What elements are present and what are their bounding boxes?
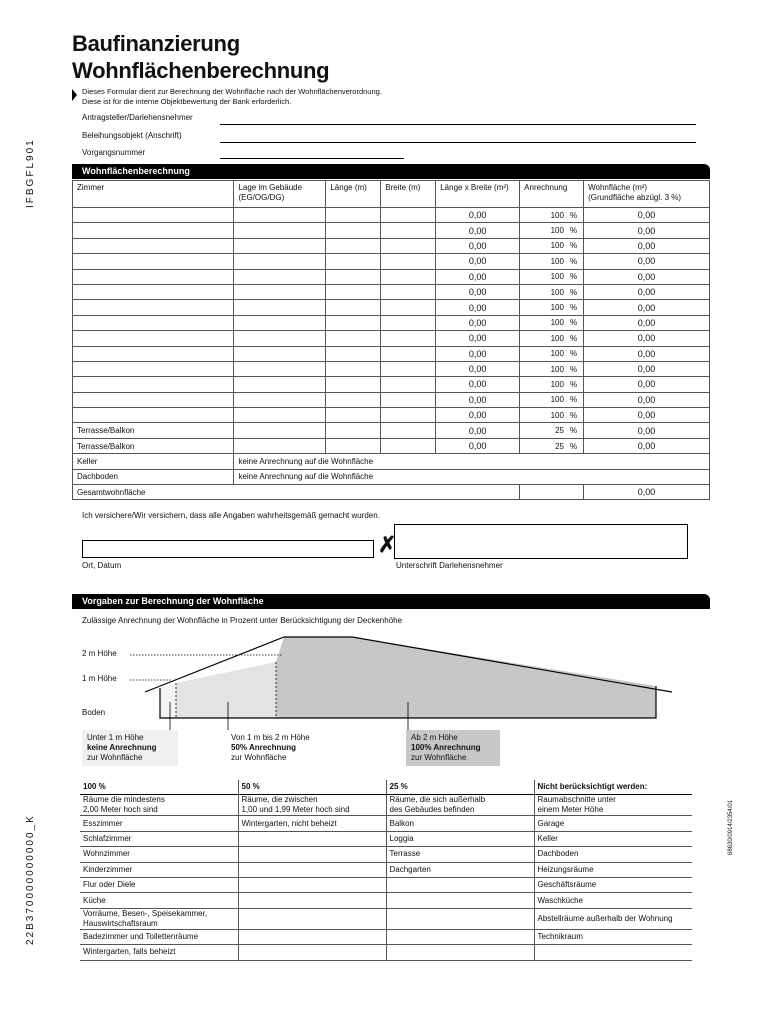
- percent-sign: %: [569, 441, 578, 451]
- room-cell[interactable]: [73, 361, 234, 376]
- area-cell: 0,00: [436, 408, 520, 423]
- rules-header-row: [80, 780, 692, 795]
- percent-sign: %: [569, 426, 578, 436]
- room-cell[interactable]: Terrasse/Balkon: [73, 438, 234, 453]
- living-cell: 0,00: [584, 331, 710, 346]
- length-cell[interactable]: [326, 438, 381, 453]
- rules-subtitle: Zulässige Anrechnung der Wohnfläche in Prozent unter Berücksichtigung der Deckenhöhe: [82, 616, 403, 625]
- rules-header-cell: 25 %: [386, 780, 534, 795]
- table-row: [73, 223, 710, 238]
- room-cell[interactable]: [73, 269, 234, 284]
- width-cell[interactable]: [381, 408, 436, 423]
- rules-cell: [238, 877, 386, 892]
- width-cell[interactable]: [381, 423, 436, 438]
- rules-cell: Küche: [80, 893, 238, 908]
- percent-sign: %: [569, 395, 578, 405]
- rules-cell: Keller: [534, 831, 692, 846]
- rules-row: [80, 816, 692, 831]
- room-cell[interactable]: [73, 208, 234, 223]
- rate-cell: [520, 254, 584, 269]
- rules-row: [80, 847, 692, 862]
- living-cell: 0,00: [584, 377, 710, 392]
- rules-cell: [386, 893, 534, 908]
- table-row: [73, 438, 710, 453]
- total-row: [73, 485, 710, 500]
- zone-none-l3: zur Wohnfläche: [87, 753, 143, 762]
- rate-value: 100: [550, 364, 564, 374]
- area-cell: 0,00: [436, 315, 520, 330]
- rules-cell: Loggia: [386, 831, 534, 846]
- rules-cell: Flur oder Diele: [80, 877, 238, 892]
- location-cell[interactable]: [234, 315, 326, 330]
- signature-field[interactable]: [394, 524, 688, 559]
- rate-cell: [520, 361, 584, 376]
- width-cell[interactable]: [381, 238, 436, 253]
- rate-value: 100: [550, 379, 564, 389]
- col-area-header: Länge x Breite (m²): [436, 181, 520, 208]
- rate-value: 25: [555, 441, 564, 451]
- table-row: [73, 284, 710, 299]
- place-date-field[interactable]: [82, 540, 374, 558]
- area-cell: 0,00: [436, 423, 520, 438]
- living-cell: 0,00: [584, 438, 710, 453]
- rules-cell: Wohnzimmer: [80, 847, 238, 862]
- table-row: [73, 392, 710, 407]
- rate-cell: [520, 315, 584, 330]
- zone-100-fill: [276, 637, 656, 718]
- percent-sign: %: [569, 241, 578, 251]
- location-cell[interactable]: [234, 438, 326, 453]
- room-cell[interactable]: [73, 377, 234, 392]
- location-cell[interactable]: [234, 284, 326, 299]
- percent-sign: %: [569, 210, 578, 220]
- rules-cell: Räume, die sich außerhalb des Gebäudes befinden: [386, 795, 534, 816]
- table-row: [73, 238, 710, 253]
- zone-50-l1: Von 1 m bis 2 m Höhe: [231, 733, 310, 742]
- col-living-header: Wohnfläche (m²) (Grundfläche abzügl. 3 %): [584, 181, 710, 208]
- table-row: [73, 346, 710, 361]
- rate-cell: [520, 392, 584, 407]
- percent-sign: %: [569, 333, 578, 343]
- col-room-header: Zimmer: [73, 181, 234, 208]
- location-cell[interactable]: [234, 208, 326, 223]
- room-cell[interactable]: Terrasse/Balkon: [73, 423, 234, 438]
- width-cell[interactable]: [381, 392, 436, 407]
- length-cell[interactable]: [326, 423, 381, 438]
- width-cell[interactable]: [381, 254, 436, 269]
- label-floor: Boden: [82, 708, 106, 717]
- length-cell[interactable]: [326, 346, 381, 361]
- label-2m: 2 m Höhe: [82, 649, 117, 658]
- length-cell[interactable]: [326, 284, 381, 299]
- area-cell: 0,00: [436, 223, 520, 238]
- percent-sign: %: [569, 226, 578, 236]
- rate-value: 100: [550, 349, 564, 359]
- width-cell[interactable]: [381, 438, 436, 453]
- percent-sign: %: [569, 349, 578, 359]
- zone-100-l1: Ab 2 m Höhe: [411, 733, 458, 742]
- area-cell: 0,00: [436, 392, 520, 407]
- room-cell: Keller: [73, 454, 234, 469]
- rules-cell: [238, 847, 386, 862]
- rate-value: 100: [550, 241, 564, 251]
- rate-cell: [520, 284, 584, 299]
- rules-cell: Kinderzimmer: [80, 862, 238, 877]
- rules-cell: [386, 929, 534, 944]
- table-row: [73, 377, 710, 392]
- rules-cell: Dachboden: [534, 847, 692, 862]
- rules-cell: [238, 831, 386, 846]
- rules-header-cell: 50 %: [238, 780, 386, 795]
- rate-value: 100: [550, 226, 564, 236]
- rate-value: 100: [550, 303, 564, 313]
- rate-cell: [520, 408, 584, 423]
- living-cell: 0,00: [584, 269, 710, 284]
- total-spacer: [520, 485, 584, 500]
- percent-sign: %: [569, 364, 578, 374]
- case-number-field[interactable]: [220, 158, 404, 159]
- zone-100-caption: [406, 730, 500, 766]
- living-cell: 0,00: [584, 346, 710, 361]
- rate-value: 100: [550, 272, 564, 282]
- length-cell[interactable]: [326, 300, 381, 315]
- location-cell[interactable]: [234, 346, 326, 361]
- area-cell: 0,00: [436, 300, 520, 315]
- col-location-header: Lage im Gebäude (EG/OG/DG): [234, 181, 326, 208]
- rate-cell: [520, 208, 584, 223]
- rules-cell: Räume, die zwischen 1,00 und 1,99 Meter hoch sind: [238, 795, 386, 816]
- rules-cell: Wintergarten, falls beheizt: [80, 945, 238, 960]
- percent-sign: %: [569, 256, 578, 266]
- percent-sign: %: [569, 303, 578, 313]
- living-cell: 0,00: [584, 284, 710, 299]
- width-cell[interactable]: [381, 208, 436, 223]
- percent-sign: %: [569, 287, 578, 297]
- intro-line-1: Dieses Formular dient zur Berechnung der Wohnfläche nach der Wohnflächenverordnung.: [82, 87, 382, 96]
- side-code-right: 68630/0914/2354/01: [728, 799, 734, 855]
- rules-cell: [386, 908, 534, 929]
- room-cell: Dachboden: [73, 469, 234, 484]
- dachboden-row: [73, 469, 710, 484]
- rate-value: 100: [550, 256, 564, 266]
- rules-cell: [238, 929, 386, 944]
- side-code-bottom: 22B370000000000_K: [25, 814, 36, 945]
- rules-cell: [238, 908, 386, 929]
- room-cell[interactable]: [73, 238, 234, 253]
- location-cell[interactable]: [234, 377, 326, 392]
- length-cell[interactable]: [326, 392, 381, 407]
- rate-value: 100: [550, 287, 564, 297]
- applicant-label: Antragsteller/Darlehensnehmer: [82, 113, 193, 122]
- width-cell[interactable]: [381, 377, 436, 392]
- zone-none-fill: [160, 683, 176, 718]
- rules-row: [80, 877, 692, 892]
- living-cell: 0,00: [584, 315, 710, 330]
- location-cell[interactable]: [234, 254, 326, 269]
- length-cell[interactable]: [326, 269, 381, 284]
- zone-50-fill: [176, 662, 276, 718]
- room-cell[interactable]: [73, 315, 234, 330]
- rules-cell: Garage: [534, 816, 692, 831]
- rules-cell: Raumabschnitte unter einem Meter Höhe: [534, 795, 692, 816]
- rules-header-cell: 100 %: [80, 780, 238, 795]
- length-cell[interactable]: [326, 254, 381, 269]
- width-cell[interactable]: [381, 284, 436, 299]
- area-cell: 0,00: [436, 331, 520, 346]
- room-cell[interactable]: [73, 300, 234, 315]
- signature-label: Unterschrift Darlehensnehmer: [396, 561, 503, 570]
- rules-cell: Wintergarten, nicht beheizt: [238, 816, 386, 831]
- area-cell: 0,00: [436, 361, 520, 376]
- living-cell: 0,00: [584, 408, 710, 423]
- table-header-row: [73, 181, 710, 208]
- length-cell[interactable]: [326, 315, 381, 330]
- location-cell[interactable]: [234, 392, 326, 407]
- length-cell[interactable]: [326, 208, 381, 223]
- rules-cell: Esszimmer: [80, 816, 238, 831]
- location-cell[interactable]: [234, 331, 326, 346]
- keller-row: [73, 454, 710, 469]
- width-cell[interactable]: [381, 346, 436, 361]
- percent-sign: %: [569, 272, 578, 282]
- object-field[interactable]: [220, 142, 696, 143]
- length-cell[interactable]: [326, 377, 381, 392]
- table-row: [73, 254, 710, 269]
- table-row: [73, 300, 710, 315]
- width-cell[interactable]: [381, 315, 436, 330]
- label-1m: 1 m Höhe: [82, 674, 117, 683]
- rate-value: 100: [550, 210, 564, 220]
- case-number-label: Vorgangsnummer: [82, 148, 146, 157]
- zone-none-l2: keine Anrechnung: [87, 743, 157, 752]
- rules-header-cell: Nicht berücksichtigt werden:: [534, 780, 692, 795]
- no-credit-note: keine Anrechnung auf die Wohnfläche: [234, 469, 710, 484]
- area-cell: 0,00: [436, 346, 520, 361]
- rate-value: 100: [550, 395, 564, 405]
- room-cell[interactable]: [73, 223, 234, 238]
- room-cell[interactable]: [73, 346, 234, 361]
- rate-cell: [520, 238, 584, 253]
- col-length-header: Länge (m): [326, 181, 381, 208]
- rules-cell: [534, 945, 692, 960]
- rate-cell: [520, 269, 584, 284]
- section-bar-rules: Vorgaben zur Berechnung der Wohnfläche: [72, 594, 710, 609]
- section-bar-calculation: Wohnflächenberechnung: [72, 164, 710, 179]
- intro-text: [82, 87, 382, 106]
- rules-cell: [238, 945, 386, 960]
- rules-cell: [386, 945, 534, 960]
- rules-cell: Dachgarten: [386, 862, 534, 877]
- col-rate-header: Anrechnung: [520, 181, 584, 208]
- zone-none-caption: [82, 730, 178, 766]
- rules-cell: Balkon: [386, 816, 534, 831]
- area-cell: 0,00: [436, 438, 520, 453]
- percent-sign: %: [569, 379, 578, 389]
- table-row: [73, 408, 710, 423]
- rate-cell: [520, 346, 584, 361]
- sign-mark-icon: ✗: [378, 532, 397, 557]
- rules-cell: Terrasse: [386, 847, 534, 862]
- rate-cell: [520, 423, 584, 438]
- rules-row: [80, 831, 692, 846]
- room-cell[interactable]: [73, 408, 234, 423]
- rate-value: 100: [550, 318, 564, 328]
- width-cell[interactable]: [381, 300, 436, 315]
- col-width-header: Breite (m): [381, 181, 436, 208]
- rules-row: [80, 795, 692, 816]
- page-title: [72, 30, 329, 84]
- location-cell[interactable]: [234, 300, 326, 315]
- rules-cell: Räume die mindestens 2,00 Meter hoch sind: [80, 795, 238, 816]
- area-cell: 0,00: [436, 269, 520, 284]
- zone-none-l1: Unter 1 m Höhe: [87, 733, 144, 742]
- rate-cell: [520, 331, 584, 346]
- location-cell[interactable]: [234, 223, 326, 238]
- area-cell: 0,00: [436, 377, 520, 392]
- zone-50-caption: [226, 730, 336, 766]
- rules-cell: Abstellräume außerhalb der Wohnung: [534, 908, 692, 929]
- table-row: [73, 269, 710, 284]
- rules-cell: [386, 877, 534, 892]
- room-cell[interactable]: [73, 254, 234, 269]
- width-cell[interactable]: [381, 331, 436, 346]
- intro-line-2: Diese ist für die interne Objektbewertung der Bank erforderlich.: [82, 96, 292, 106]
- room-cell[interactable]: [73, 284, 234, 299]
- width-cell[interactable]: [381, 361, 436, 376]
- zone-50-l2: 50% Anrechnung: [231, 743, 297, 752]
- percent-sign: %: [569, 410, 578, 420]
- rate-value: 100: [550, 333, 564, 343]
- rules-table: [80, 780, 692, 961]
- length-cell[interactable]: [326, 331, 381, 346]
- living-cell: 0,00: [584, 361, 710, 376]
- rate-value: 25: [555, 426, 564, 436]
- rules-row: [80, 945, 692, 960]
- area-cell: 0,00: [436, 208, 520, 223]
- table-row: [73, 208, 710, 223]
- rules-row: [80, 929, 692, 944]
- length-cell[interactable]: [326, 238, 381, 253]
- rules-row: [80, 908, 692, 929]
- table-row: [73, 315, 710, 330]
- table-row: [73, 423, 710, 438]
- area-cell: 0,00: [436, 284, 520, 299]
- room-cell[interactable]: [73, 331, 234, 346]
- living-cell: 0,00: [584, 392, 710, 407]
- rate-cell: [520, 377, 584, 392]
- area-cell: 0,00: [436, 254, 520, 269]
- object-label: Beleihungsobjekt (Anschrift): [82, 131, 182, 140]
- living-cell: 0,00: [584, 423, 710, 438]
- room-cell[interactable]: [73, 392, 234, 407]
- rules-cell: [238, 862, 386, 877]
- zone-50-l3: zur Wohnfläche: [231, 753, 287, 762]
- zone-100-l2: 100% Anrechnung: [411, 743, 481, 752]
- total-value: 0,00: [584, 485, 710, 500]
- rules-cell: Vorräume, Besen-, Speisekammer, Hauswirtschaftsraum: [80, 908, 238, 929]
- rules-cell: Schlafzimmer: [80, 831, 238, 846]
- rules-cell: Technikraum: [534, 929, 692, 944]
- no-credit-note: keine Anrechnung auf die Wohnfläche: [234, 454, 710, 469]
- rules-cell: Geschäftsräume: [534, 877, 692, 892]
- living-cell: 0,00: [584, 238, 710, 253]
- length-cell[interactable]: [326, 223, 381, 238]
- rules-cell: [238, 893, 386, 908]
- rate-cell: [520, 300, 584, 315]
- length-cell[interactable]: [326, 361, 381, 376]
- rules-cell: Badezimmer und Toilettenräume: [80, 929, 238, 944]
- zone-100-l3: zur Wohnfläche: [411, 753, 467, 762]
- living-cell: 0,00: [584, 254, 710, 269]
- table-row: [73, 331, 710, 346]
- location-cell[interactable]: [234, 269, 326, 284]
- rate-cell: [520, 438, 584, 453]
- rules-row: [80, 893, 692, 908]
- rate-value: 100: [550, 410, 564, 420]
- applicant-field[interactable]: [220, 124, 696, 125]
- calculation-table: [72, 180, 710, 500]
- rate-cell: [520, 223, 584, 238]
- rules-cell: Heizungsräume: [534, 862, 692, 877]
- table-row: [73, 361, 710, 376]
- place-date-label: Ort, Datum: [82, 561, 122, 570]
- rules-row: [80, 862, 692, 877]
- length-cell[interactable]: [326, 408, 381, 423]
- living-cell: 0,00: [584, 300, 710, 315]
- area-cell: 0,00: [436, 238, 520, 253]
- percent-sign: %: [569, 318, 578, 328]
- location-cell[interactable]: [234, 423, 326, 438]
- total-label: Gesamtwohnfläche: [73, 485, 520, 500]
- arrow-icon: [72, 89, 77, 101]
- title-line-1: Baufinanzierung: [72, 31, 240, 56]
- living-cell: 0,00: [584, 223, 710, 238]
- assurance-text: Ich versichere/Wir versichern, dass alle Angaben wahrheitsgemäß gemacht wurden.: [82, 511, 380, 520]
- width-cell[interactable]: [381, 269, 436, 284]
- living-cell: 0,00: [584, 208, 710, 223]
- side-code-top: IFBGFL901: [25, 138, 36, 208]
- rules-cell: Waschküche: [534, 893, 692, 908]
- location-cell[interactable]: [234, 408, 326, 423]
- title-line-2: Wohnflächenberechnung: [72, 58, 330, 83]
- location-cell[interactable]: [234, 361, 326, 376]
- location-cell[interactable]: [234, 238, 326, 253]
- width-cell[interactable]: [381, 223, 436, 238]
